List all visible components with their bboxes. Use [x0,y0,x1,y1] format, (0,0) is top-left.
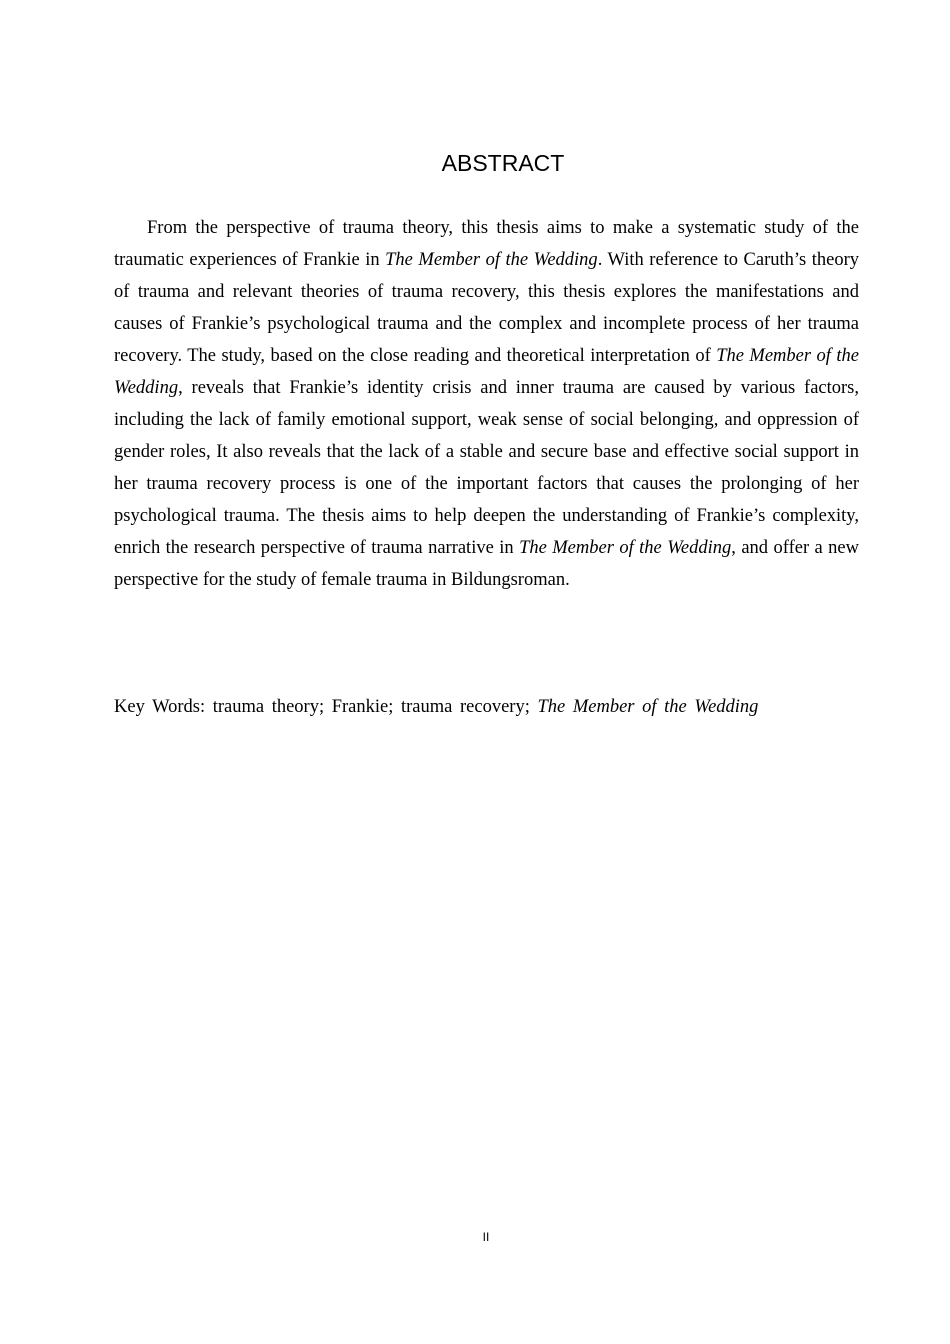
abstract-text-part-2: . With reference to Caruth’s theory of trauma and relevant theories of trauma recovery, this thesis explores the manifestations and causes of Frankie’s psychological trauma and the complex and incomplete process of her trauma recovery. The study, based on the close reading and theoretical interpretation of [114,250,859,366]
keywords-label: Key Words: [114,697,206,717]
abstract-text-part-4: , and offer a new perspective for the study of female trauma in Bildungsroman. [114,538,860,590]
book-title-1: The Member of the Wedding [385,250,598,270]
book-title-3: The Member of the Wedding [519,538,732,558]
abstract-text-part-1: From the perspective of trauma theory, this thesis aims to make a systematic study of the traumatic experiences of Frankie in [114,218,859,270]
page-number: II [482,1230,490,1244]
abstract-text-part-3: , reveals that Frankie’s identity crisis and inner trauma are caused by various factors, including the lack of family emotional support, weak sense of social belonging, and oppression of gender roles, It also reveals that the lack of a stable and secure base and effective social support in her trauma recovery process is one of the important factors that causes the prolonging of her psychological trauma. The thesis aims to help deepen the understanding of Frankie’s complexity, enrich the research perspective of trauma narrative in [114,378,859,558]
keywords-line [114,691,859,723]
abstract-paragraph [114,212,859,596]
keywords-terms: trauma theory; Frankie; trauma recovery; [212,697,530,717]
keywords-book-title: The Member of the Wedding [537,697,759,717]
abstract-heading: ABSTRACT [441,150,565,176]
book-title-2: The Member of the Wedding [114,346,859,398]
